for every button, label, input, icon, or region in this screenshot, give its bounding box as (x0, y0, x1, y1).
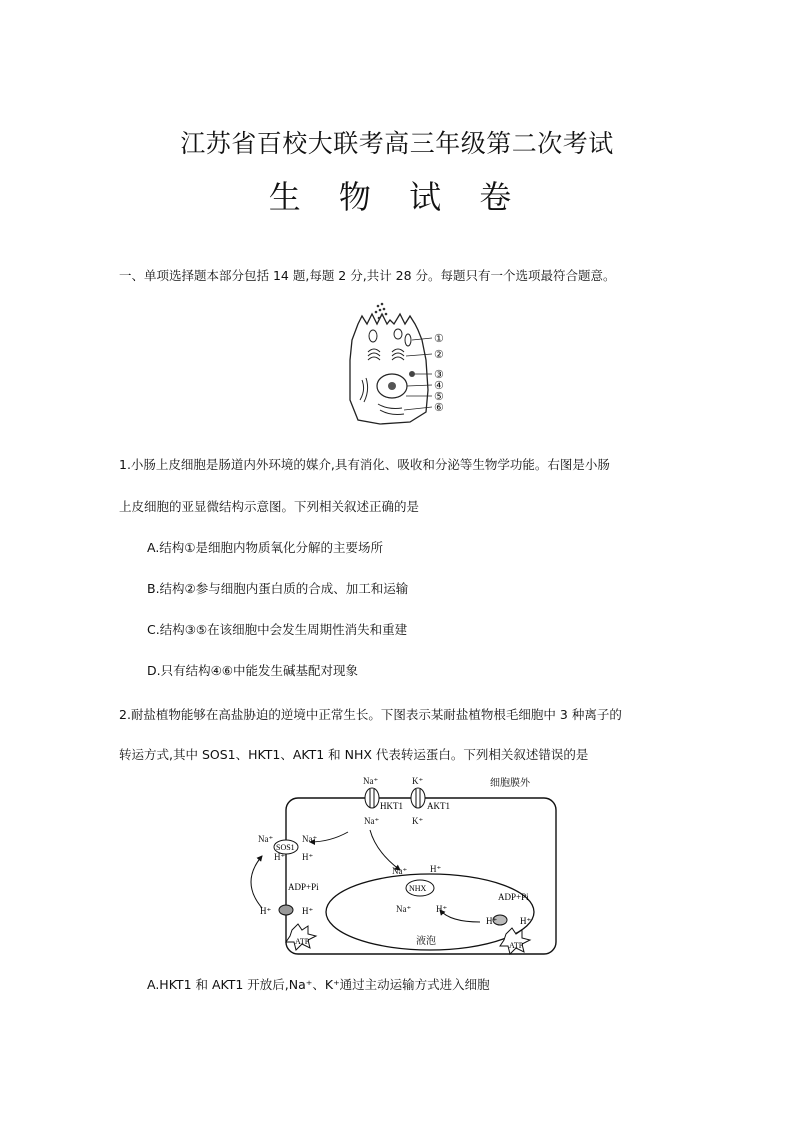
vacuole-label: 液泡 (416, 936, 436, 947)
q2-stem-line1: 2.耐盐植物能够在高盐胁迫的逆境中正常生长。下图表示某耐盐植物根毛细胞中 3 种离子的 (119, 707, 622, 722)
akt1-channel (411, 788, 425, 808)
svg-text:Na⁺: Na⁺ (258, 834, 274, 844)
svg-text:ATP: ATP (509, 941, 524, 950)
label-2: ② (434, 349, 444, 361)
svg-text:H⁺: H⁺ (274, 852, 286, 862)
q1-stem-line2: 上皮细胞的亚显微结构示意图。下列相关叙述正确的是 (119, 499, 420, 514)
q2-option-a: A.HKT1 和 AKT1 开放后,Na⁺、K⁺通过主动运输方式进入细胞 (147, 977, 490, 992)
akt1-label: AKT1 (427, 801, 450, 811)
exam-title: 江苏省百校大联考高三年级第二次考试 (180, 129, 614, 158)
svg-text:H⁺: H⁺ (520, 916, 532, 926)
q1-option-b: B.结构②参与细胞内蛋白质的合成、加工和运输 (147, 581, 409, 596)
svg-text:K⁺: K⁺ (412, 816, 424, 826)
q1-option-a: A.结构①是细胞内物质氧化分解的主要场所 (147, 540, 384, 555)
svg-text:H⁺: H⁺ (430, 864, 442, 874)
label-5: ⑤ (434, 391, 444, 403)
sos1-label: SOS1 (276, 843, 295, 852)
label-4: ④ (434, 380, 444, 392)
proton-pump (279, 905, 293, 915)
figure-ion-transport (240, 772, 570, 962)
q1-stem-line1: 1.小肠上皮细胞是肠道内外环境的媒介,具有消化、吸收和分泌等生物学功能。右图是小肠 (119, 457, 610, 472)
label-1: ① (434, 333, 444, 345)
svg-text:Na⁺: Na⁺ (396, 904, 412, 914)
svg-text:H⁺: H⁺ (302, 906, 314, 916)
svg-text:ADP+Pi: ADP+Pi (498, 892, 529, 902)
label-3: ③ (434, 369, 444, 381)
svg-text:Na⁺: Na⁺ (364, 816, 380, 826)
svg-text:K⁺: K⁺ (412, 776, 424, 786)
q1-option-d: D.只有结构④⑥中能发生碱基配对现象 (147, 663, 359, 678)
q1-option-c: C.结构③⑤在该细胞中会发生周期性消失和重建 (147, 622, 408, 637)
exam-subject: 生 物 试 卷 (268, 178, 526, 216)
svg-text:ATP: ATP (295, 937, 310, 946)
q2-stem-line2: 转运方式,其中 SOS1、HKT1、AKT1 和 NHX 代表转运蛋白。下列相关叙述错误的是 (119, 747, 589, 762)
nhx-label: NHX (409, 884, 427, 893)
svg-text:ADP+Pi: ADP+Pi (288, 882, 319, 892)
svg-text:Na⁺: Na⁺ (363, 776, 379, 786)
hkt1-label: HKT1 (380, 801, 403, 811)
label-6: ⑥ (434, 402, 444, 414)
svg-text:Na⁺: Na⁺ (392, 866, 408, 876)
svg-text:H⁺: H⁺ (486, 916, 498, 926)
svg-text:H⁺: H⁺ (436, 904, 448, 914)
svg-text:Na⁺: Na⁺ (302, 834, 318, 844)
section-heading: 一、单项选择题本部分包括 14 题,每题 2 分,共计 28 分。每题只有一个选项最符合题意。 (119, 268, 616, 283)
svg-text:H⁺: H⁺ (260, 906, 272, 916)
svg-text:H⁺: H⁺ (302, 852, 314, 862)
hkt1-channel (365, 788, 379, 808)
centriole (409, 371, 415, 377)
outside-label: 细胞膜外 (490, 778, 530, 789)
figure-epithelial-cell (340, 300, 460, 430)
